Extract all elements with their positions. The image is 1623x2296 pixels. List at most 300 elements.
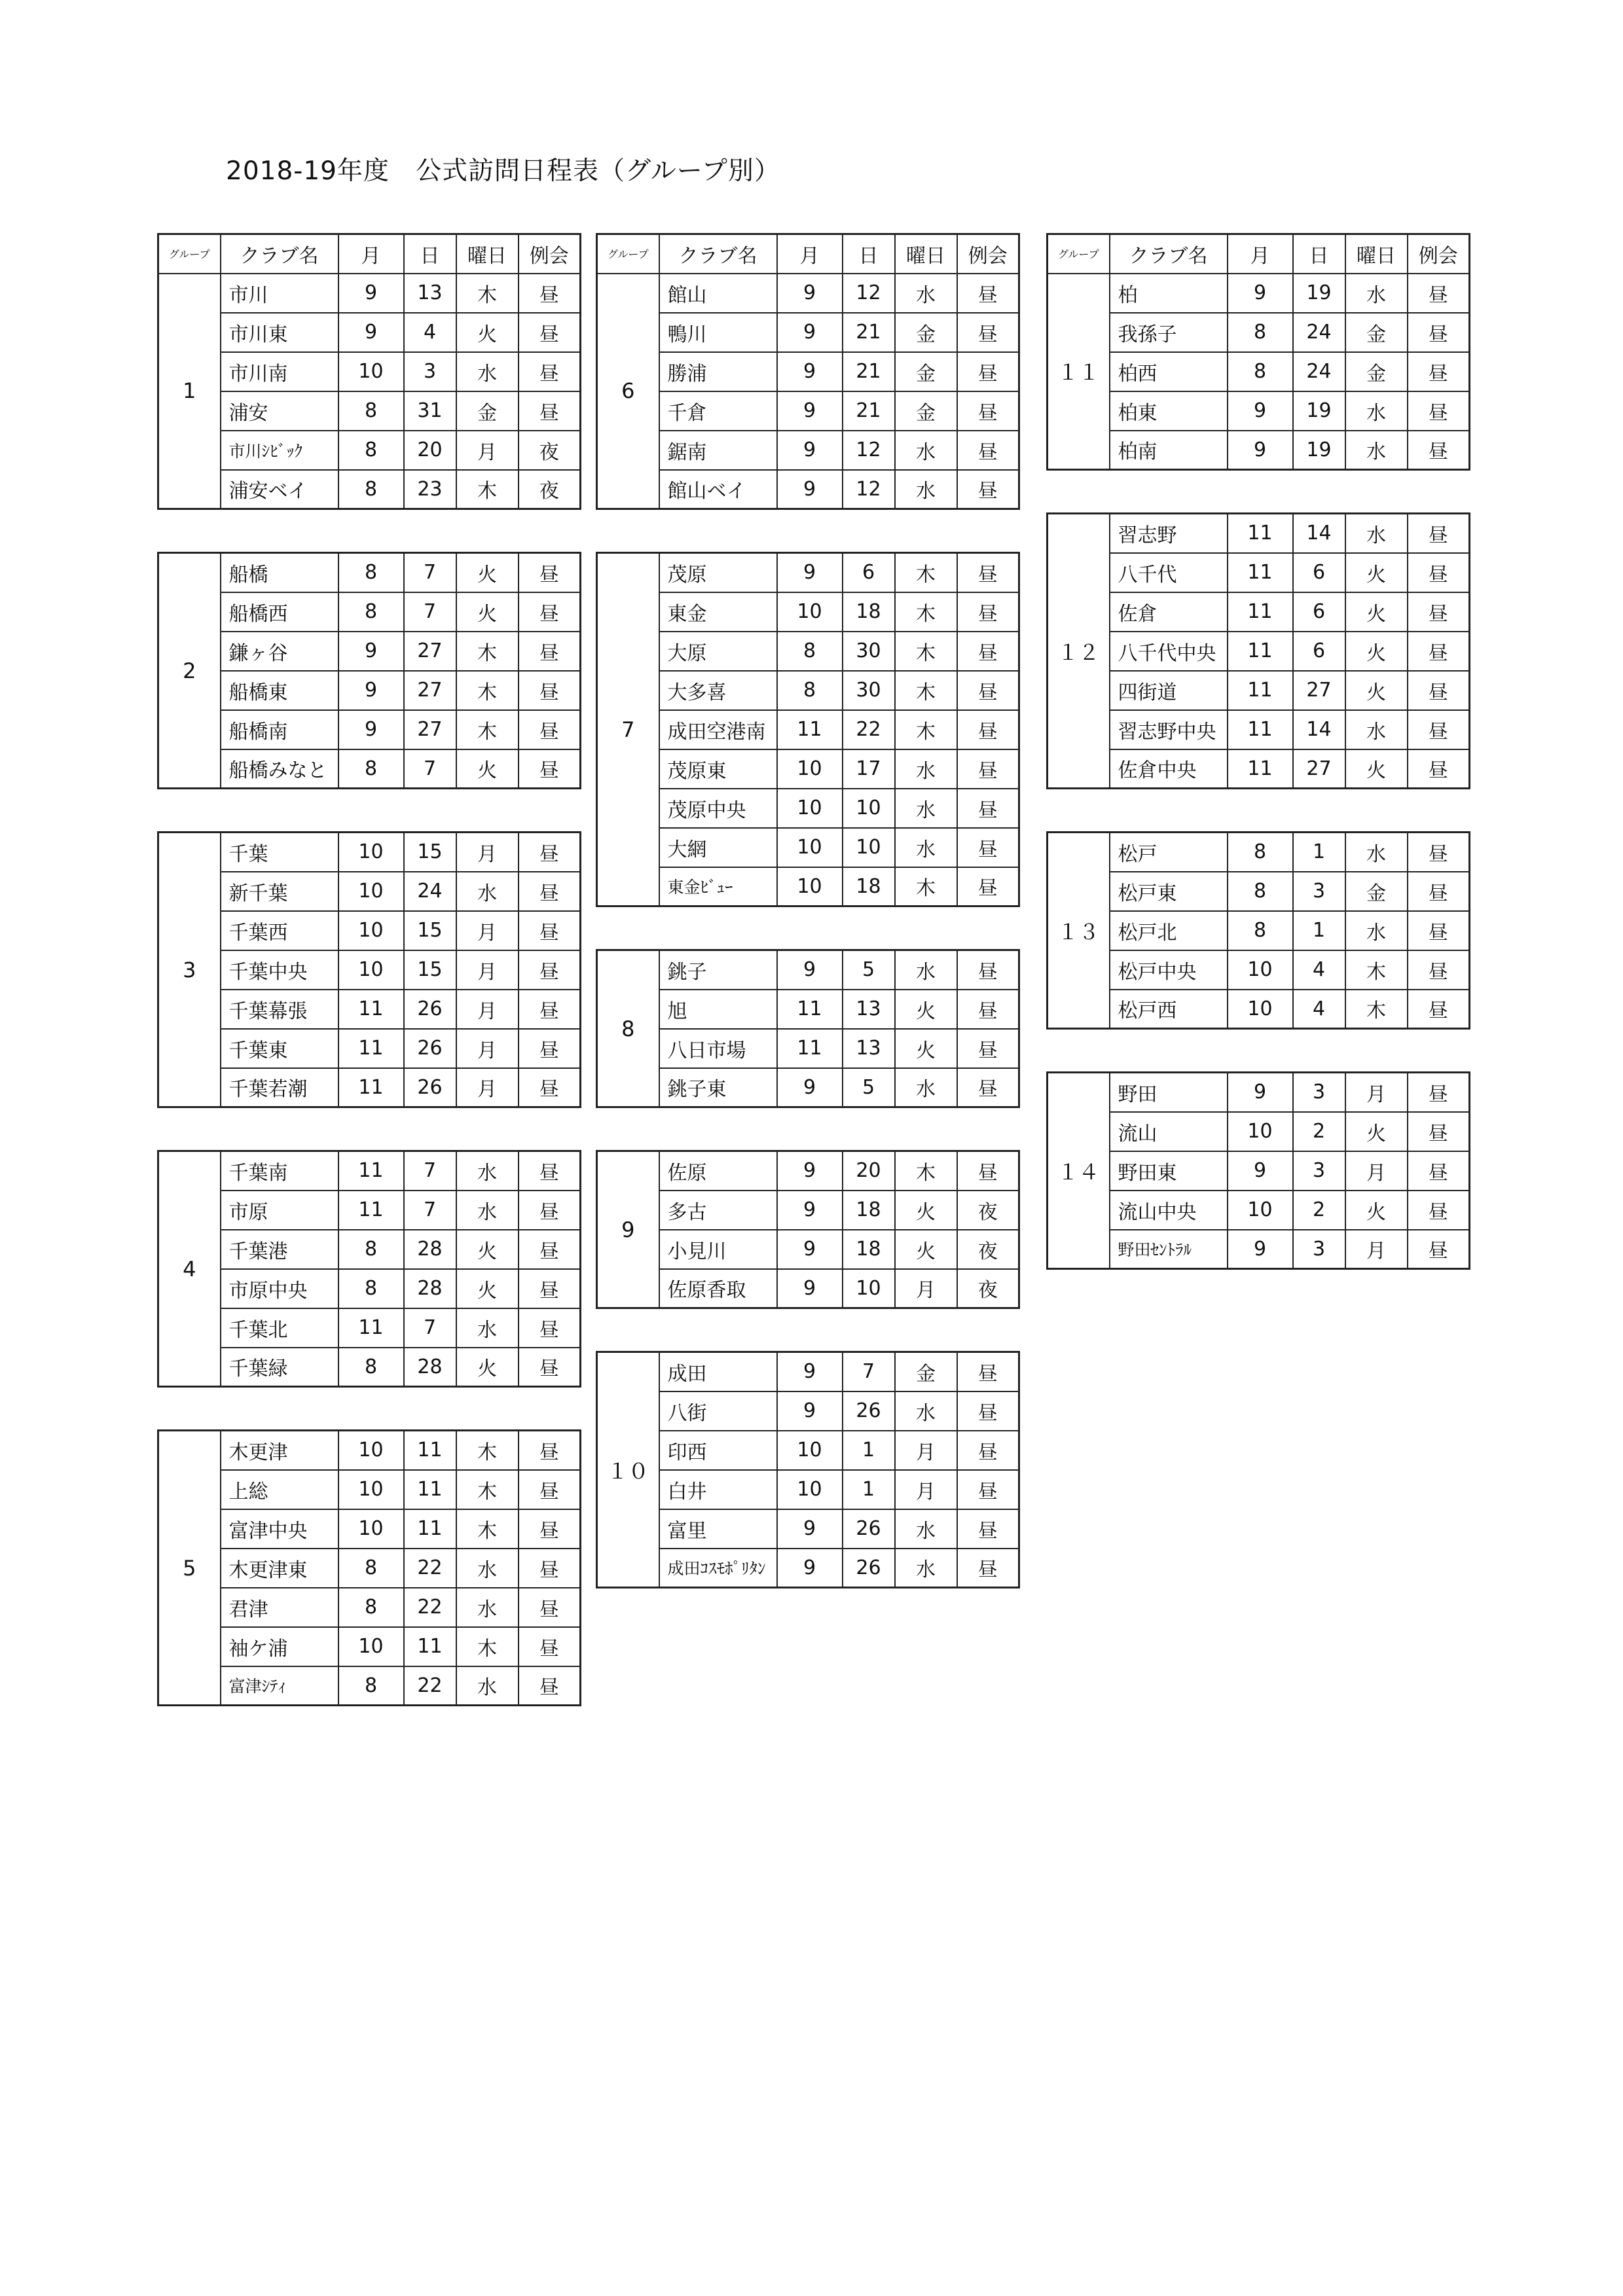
visit-month: 8 [338,553,404,592]
visit-day: 7 [404,1191,456,1230]
table-row [597,710,1019,749]
visit-weekday: 木 [895,1151,957,1191]
club-name: 船橋みなと [221,749,338,789]
visit-weekday: 火 [895,1029,957,1068]
table-row [158,1470,581,1509]
visit-month: 11 [338,1068,404,1107]
meeting-time: 昼 [957,391,1019,431]
meeting-time: 昼 [1408,431,1470,470]
club-name: 鴨川 [659,313,777,352]
meeting-time: 夜 [957,1191,1019,1230]
visit-month: 8 [1228,352,1293,391]
visit-month: 10 [338,950,404,990]
meeting-time: 夜 [519,431,581,470]
visit-month: 8 [1228,833,1293,872]
visit-day: 20 [843,1151,895,1191]
meeting-time: 昼 [957,274,1019,313]
table-row [597,553,1019,592]
header-month: 月 [777,234,843,274]
visit-day: 10 [843,1269,895,1308]
visit-weekday: 水 [895,1068,957,1107]
visit-month: 10 [338,1431,404,1470]
visit-month: 11 [777,1029,843,1068]
header-club-name: クラブ名 [659,234,777,274]
visit-month: 11 [1228,671,1293,710]
club-name: 茂原東 [659,749,777,789]
visit-month: 10 [1228,1191,1293,1230]
visit-day: 6 [1293,632,1345,671]
table-row [1048,710,1470,749]
meeting-time: 昼 [957,632,1019,671]
club-name: 上総 [221,1470,338,1509]
meeting-time: 昼 [519,1627,581,1666]
visit-day: 17 [843,749,895,789]
table-row [1048,1073,1470,1112]
visit-weekday: 月 [456,911,519,950]
meeting-time: 昼 [957,1352,1019,1391]
club-name: 茂原 [659,553,777,592]
visit-day: 15 [404,911,456,950]
club-name: 船橋東 [221,671,338,710]
header-weekday: 曜日 [1345,234,1408,274]
visit-weekday: 火 [895,990,957,1029]
club-name: 松戸西 [1110,990,1228,1029]
visit-day: 3 [404,352,456,391]
visit-month: 9 [1228,1073,1293,1112]
table-row [1048,514,1470,553]
meeting-time: 昼 [1408,911,1470,950]
visit-day: 13 [404,274,456,313]
group-number: 7 [597,553,659,906]
visit-weekday: 火 [456,749,519,789]
meeting-time: 昼 [519,671,581,710]
group-table [157,831,581,1108]
meeting-time: 昼 [519,592,581,632]
table-row [1048,431,1470,470]
visit-weekday: 火 [456,1230,519,1269]
meeting-time: 昼 [957,1509,1019,1549]
visit-day: 13 [843,1029,895,1068]
visit-month: 9 [338,274,404,313]
table-row [158,710,581,749]
table-row [158,990,581,1029]
visit-month: 11 [338,1029,404,1068]
meeting-time: 昼 [957,789,1019,828]
visit-weekday: 火 [1345,749,1408,789]
visit-month: 11 [1228,710,1293,749]
visit-day: 21 [843,391,895,431]
visit-day: 27 [1293,671,1345,710]
block-spacer [1046,1030,1468,1071]
meeting-time: 昼 [1408,1191,1470,1230]
club-name: 松戸中央 [1110,950,1228,990]
table-row [597,1269,1019,1308]
table-row [597,1509,1019,1549]
visit-day: 7 [404,749,456,789]
block-spacer [1046,471,1468,512]
club-name: 印西 [659,1431,777,1470]
visit-day: 22 [404,1588,456,1627]
visit-day: 20 [404,431,456,470]
visit-month: 9 [338,632,404,671]
visit-month: 10 [777,828,843,867]
visit-weekday: 水 [456,1588,519,1627]
club-name: 勝浦 [659,352,777,391]
visit-weekday: 水 [1345,710,1408,749]
visit-month: 10 [1228,990,1293,1029]
group-table [157,1150,581,1388]
club-name: 大原 [659,632,777,671]
visit-day: 14 [1293,514,1345,553]
table-row [158,1068,581,1107]
meeting-time: 昼 [957,1470,1019,1509]
meeting-time: 昼 [519,1029,581,1068]
table-row [158,1549,581,1588]
meeting-time: 昼 [519,990,581,1029]
club-name: 銚子東 [659,1068,777,1107]
visit-month: 8 [777,632,843,671]
visit-month: 9 [777,431,843,470]
meeting-time: 昼 [1408,514,1470,553]
group-number: 4 [158,1151,221,1387]
visit-day: 11 [404,1627,456,1666]
table-row [597,431,1019,470]
club-name: 鎌ヶ谷 [221,632,338,671]
club-name: 館山 [659,274,777,313]
visit-weekday: 水 [456,1151,519,1191]
visit-month: 8 [338,592,404,632]
visit-day: 2 [1293,1191,1345,1230]
visit-day: 22 [404,1666,456,1706]
visit-month: 9 [777,950,843,990]
club-name: 柏 [1110,274,1228,313]
visit-month: 9 [777,1230,843,1269]
visit-day: 4 [404,313,456,352]
club-name: 富津ｼﾃｨ [221,1666,338,1706]
visit-day: 6 [1293,553,1345,592]
table-row [597,950,1019,990]
club-name: 袖ケ浦 [221,1627,338,1666]
visit-weekday: 月 [456,1068,519,1107]
table-row [597,352,1019,391]
meeting-time: 昼 [957,1029,1019,1068]
club-name: 木更津 [221,1431,338,1470]
table-row [158,1191,581,1230]
visit-weekday: 木 [895,867,957,906]
meeting-time: 昼 [957,990,1019,1029]
visit-weekday: 月 [456,950,519,990]
visit-day: 26 [843,1509,895,1549]
club-name: 船橋南 [221,710,338,749]
block-spacer [1046,789,1468,831]
visit-day: 6 [1293,592,1345,632]
visit-month: 9 [777,1549,843,1588]
meeting-time: 昼 [957,1151,1019,1191]
visit-weekday: 金 [1345,872,1408,911]
meeting-time: 昼 [1408,553,1470,592]
visit-month: 8 [338,1588,404,1627]
meeting-time: 昼 [1408,990,1470,1029]
header-weekday: 曜日 [895,234,957,274]
visit-weekday: 月 [895,1269,957,1308]
meeting-time: 昼 [1408,274,1470,313]
table-row [1048,313,1470,352]
visit-day: 7 [404,553,456,592]
table-row [597,470,1019,509]
table-row [1048,553,1470,592]
visit-month: 8 [338,1230,404,1269]
club-name: 千倉 [659,391,777,431]
visit-day: 26 [404,1068,456,1107]
visit-month: 10 [338,872,404,911]
visit-month: 8 [338,431,404,470]
table-row [597,1431,1019,1470]
visit-month: 10 [338,352,404,391]
visit-day: 15 [404,833,456,872]
visit-month: 9 [338,671,404,710]
table-row [1048,749,1470,789]
visit-day: 27 [404,710,456,749]
club-name: 市原中央 [221,1269,338,1308]
table-row [158,470,581,509]
club-name: 千葉西 [221,911,338,950]
table-row [1048,274,1470,313]
visit-month: 10 [1228,950,1293,990]
visit-day: 31 [404,391,456,431]
meeting-time: 昼 [957,592,1019,632]
club-name: 柏西 [1110,352,1228,391]
visit-month: 8 [338,749,404,789]
visit-month: 9 [1228,1230,1293,1269]
table-row [597,789,1019,828]
meeting-time: 昼 [957,1431,1019,1470]
header-meeting: 例会 [519,234,581,274]
table-row [158,1269,581,1308]
group-table [596,1150,1020,1309]
club-name: 八千代中央 [1110,632,1228,671]
visit-month: 8 [777,671,843,710]
table-row [597,313,1019,352]
visit-weekday: 火 [895,1230,957,1269]
visit-month: 11 [338,990,404,1029]
visit-day: 24 [1293,352,1345,391]
visit-weekday: 火 [1345,1112,1408,1151]
visit-weekday: 水 [456,1549,519,1588]
meeting-time: 昼 [1408,1112,1470,1151]
club-name: 野田 [1110,1073,1228,1112]
block-spacer [157,789,579,831]
group-table [596,552,1020,907]
meeting-time: 夜 [519,470,581,509]
table-row [158,1308,581,1348]
club-name: 千葉若潮 [221,1068,338,1107]
table-row [597,1151,1019,1191]
visit-weekday: 火 [895,1191,957,1230]
table-row [158,632,581,671]
visit-weekday: 水 [895,1549,957,1588]
meeting-time: 昼 [957,950,1019,990]
visit-day: 26 [843,1391,895,1431]
visit-day: 19 [1293,431,1345,470]
meeting-time: 昼 [519,1230,581,1269]
block-spacer [596,1309,1018,1351]
table-row [158,1431,581,1470]
visit-weekday: 月 [895,1431,957,1470]
club-name: 成田ｺｽﾓﾎﾟﾘﾀﾝ [659,1549,777,1588]
meeting-time: 昼 [1408,833,1470,872]
meeting-time: 昼 [519,1269,581,1308]
block-spacer [157,1388,579,1429]
meeting-time: 夜 [957,1269,1019,1308]
visit-weekday: 火 [1345,1191,1408,1230]
visit-month: 8 [338,1269,404,1308]
club-name: 千葉港 [221,1230,338,1269]
visit-weekday: 水 [895,950,957,990]
meeting-time: 昼 [519,1470,581,1509]
table-row [158,431,581,470]
header-row [597,234,1019,274]
visit-day: 27 [404,671,456,710]
meeting-time: 昼 [519,950,581,990]
visit-month: 9 [1228,1151,1293,1191]
visit-month: 9 [777,391,843,431]
meeting-time: 昼 [519,1348,581,1387]
visit-month: 8 [1228,911,1293,950]
visit-month: 8 [338,470,404,509]
meeting-time: 昼 [957,828,1019,867]
meeting-time: 夜 [957,1230,1019,1269]
visit-month: 11 [1228,553,1293,592]
club-name: 大網 [659,828,777,867]
table-row [597,1549,1019,1588]
block-spacer [596,1108,1018,1150]
table-row [597,632,1019,671]
visit-weekday: 月 [1345,1073,1408,1112]
visit-month: 10 [338,1509,404,1549]
visit-day: 18 [843,1191,895,1230]
visit-weekday: 月 [456,1029,519,1068]
visit-weekday: 金 [456,391,519,431]
visit-month: 10 [777,867,843,906]
visit-weekday: 木 [895,592,957,632]
visit-day: 15 [404,950,456,990]
table-row [1048,1191,1470,1230]
table-row [1048,872,1470,911]
visit-weekday: 木 [895,632,957,671]
visit-day: 19 [1293,274,1345,313]
meeting-time: 昼 [1408,632,1470,671]
visit-month: 11 [777,710,843,749]
visit-weekday: 水 [895,749,957,789]
visit-weekday: 火 [456,553,519,592]
visit-weekday: 水 [456,872,519,911]
club-name: 新千葉 [221,872,338,911]
meeting-time: 昼 [957,867,1019,906]
schedule-column-2 [596,233,1018,1588]
header-group: グループ [158,234,221,274]
table-row [597,391,1019,431]
meeting-time: 昼 [957,313,1019,352]
meeting-time: 昼 [519,1588,581,1627]
visit-weekday: 水 [895,1391,957,1431]
visit-day: 12 [843,470,895,509]
group-table [596,233,1020,510]
meeting-time: 昼 [519,1191,581,1230]
table-row [597,1029,1019,1068]
visit-weekday: 火 [1345,553,1408,592]
meeting-time: 昼 [1408,749,1470,789]
table-row [1048,352,1470,391]
visit-month: 10 [777,749,843,789]
group-number: 5 [158,1431,221,1706]
header-month: 月 [1228,234,1293,274]
visit-day: 19 [1293,391,1345,431]
meeting-time: 昼 [1408,950,1470,990]
visit-weekday: 木 [1345,950,1408,990]
club-name: 小見川 [659,1230,777,1269]
visit-day: 18 [843,592,895,632]
visit-month: 10 [777,789,843,828]
visit-weekday: 水 [895,431,957,470]
visit-month: 9 [777,352,843,391]
visit-weekday: 木 [1345,990,1408,1029]
club-name: 八日市場 [659,1029,777,1068]
visit-month: 8 [1228,872,1293,911]
table-row [597,749,1019,789]
visit-day: 4 [1293,990,1345,1029]
meeting-time: 昼 [957,1068,1019,1107]
group-table [596,1351,1020,1588]
visit-month: 9 [1228,391,1293,431]
meeting-time: 昼 [519,1151,581,1191]
visit-day: 10 [843,828,895,867]
club-name: 大多喜 [659,671,777,710]
header-row [1048,234,1470,274]
visit-month: 11 [1228,514,1293,553]
meeting-time: 昼 [519,1431,581,1470]
club-name: 東金 [659,592,777,632]
club-name: 千葉緑 [221,1348,338,1387]
group-table [157,552,581,789]
table-row [1048,990,1470,1029]
club-name: 流山中央 [1110,1191,1228,1230]
table-row [597,592,1019,632]
club-name: 千葉中央 [221,950,338,990]
club-name: 千葉南 [221,1151,338,1191]
visit-month: 9 [338,710,404,749]
meeting-time: 昼 [957,1549,1019,1588]
table-row [158,1666,581,1706]
meeting-time: 昼 [519,872,581,911]
club-name: 佐原香取 [659,1269,777,1308]
club-name: 市川ｼﾋﾞｯｸ [221,431,338,470]
header-weekday: 曜日 [456,234,519,274]
meeting-time: 昼 [519,352,581,391]
visit-weekday: 木 [456,274,519,313]
visit-weekday: 水 [1345,391,1408,431]
meeting-time: 昼 [1408,1151,1470,1191]
meeting-time: 昼 [519,553,581,592]
table-row [1048,592,1470,632]
meeting-time: 昼 [519,1308,581,1348]
table-row [158,1588,581,1627]
club-name: 多古 [659,1191,777,1230]
meeting-time: 昼 [519,710,581,749]
visit-day: 5 [843,950,895,990]
meeting-time: 昼 [957,671,1019,710]
visit-day: 7 [404,1308,456,1348]
visit-weekday: 火 [1345,592,1408,632]
